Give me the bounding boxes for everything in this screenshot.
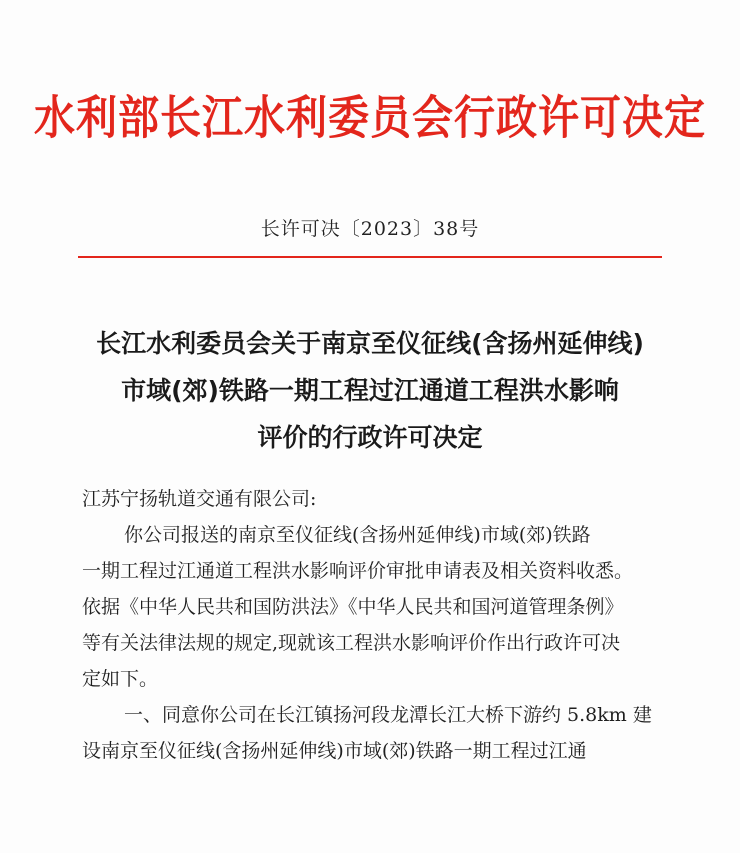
paragraph-2 (82, 697, 674, 769)
title-line: 市域(郊)铁路一期工程过江通道工程洪水影响 (121, 376, 619, 405)
paragraph-1 (82, 517, 674, 697)
addressee (82, 481, 674, 517)
document-body (82, 481, 674, 769)
red-divider (78, 256, 662, 258)
title-line: 评价的行政许可决定 (257, 423, 483, 452)
paragraph-line: 你公司报送的南京至仪征线(含扬州延伸线)市域(郊)铁路 (124, 524, 591, 546)
title-line: 长江水利委员会关于南京至仪征线(含扬州延伸线) (96, 329, 644, 358)
paragraph-line: 设南京至仪征线(含扬州延伸线)市域(郊)铁路一期工程过江通 (82, 740, 587, 762)
paragraph-line: 一、同意你公司在长江镇扬河段龙潭长江大桥下游约 5.8km 建 (124, 704, 652, 726)
document-number: 长许可决〔2023〕38号 (260, 218, 480, 240)
addressee-text: 江苏宁扬轨道交通有限公司: (82, 488, 317, 510)
paragraph-line: 等有关法律法规的规定,现就该工程洪水影响评价作出行政许可决 (82, 632, 621, 654)
paragraph-line: 一期工程过江通道工程洪水影响评价审批申请表及相关资料收悉。 (82, 560, 634, 582)
issuer-title: 水利部长江水利委员会行政许可决定 (34, 91, 706, 145)
decision-title (40, 320, 700, 461)
paragraph-line: 依据《中华人民共和国防洪法》《中华人民共和国河道管理条例》 (82, 596, 624, 618)
paragraph-line: 定如下。 (82, 668, 159, 690)
